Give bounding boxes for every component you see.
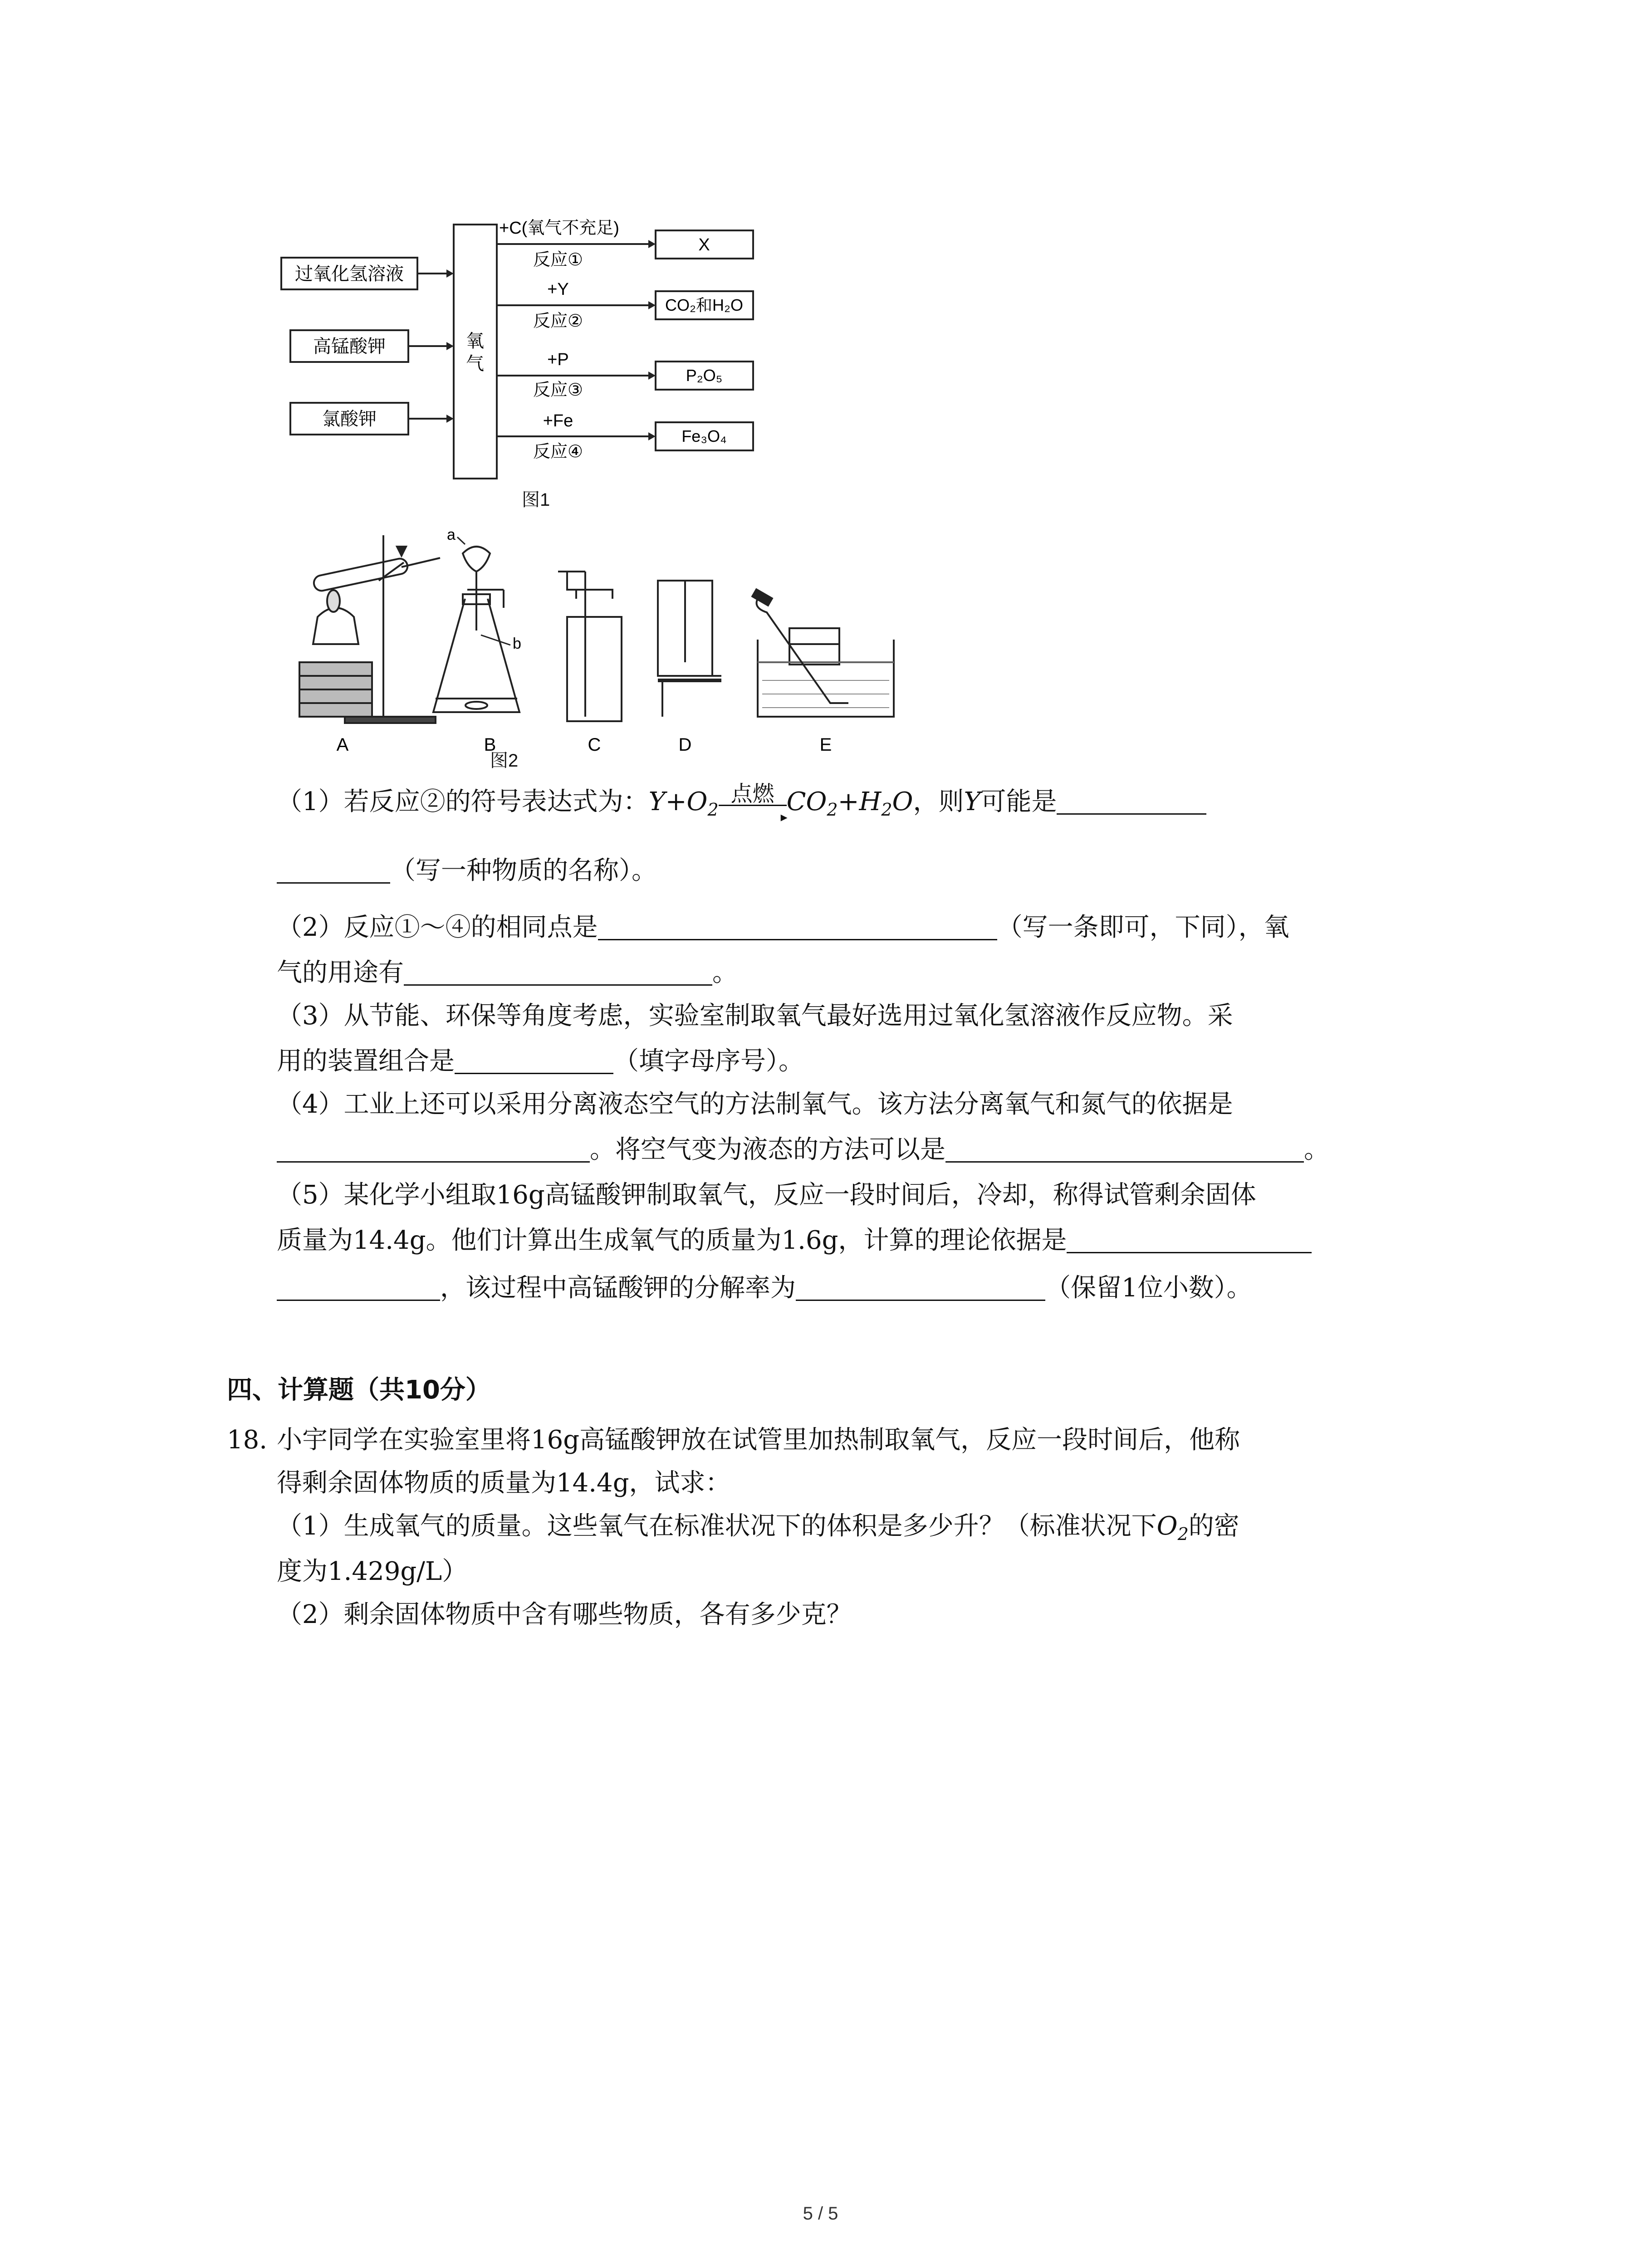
- label-c: C: [588, 735, 601, 755]
- figure-1-diagram: [272, 213, 808, 503]
- answer-blank[interactable]: [598, 912, 997, 940]
- apparatus-b: [433, 547, 519, 712]
- product-label-3: P₂O₅: [686, 366, 723, 385]
- reactant-label-2: 高锰酸钾: [313, 337, 386, 357]
- arrow-label: 点燃: [730, 781, 774, 807]
- answer-blank[interactable]: [945, 1134, 1304, 1163]
- apparatus-a: [299, 535, 440, 723]
- reaction-2-top: +Y: [547, 280, 569, 299]
- reaction-4-bottom: 反应④: [533, 442, 583, 461]
- answer-blank[interactable]: [455, 1046, 613, 1074]
- q5-line-3: ，该过程中高锰酸钾的分解率为 （保留1位小数）。: [277, 1270, 1252, 1306]
- product-label-1: X: [698, 235, 710, 254]
- part-a-label: a: [447, 526, 456, 543]
- answer-blank[interactable]: [277, 1134, 590, 1163]
- answer-blank[interactable]: [1067, 1225, 1312, 1253]
- q4-line-2: 。将空气变为液态的方法可以是 。: [277, 1132, 1329, 1168]
- apparatus-e: [752, 589, 894, 717]
- section-4-heading: 四、计算题（共10分）: [227, 1375, 491, 1405]
- q5-line-2: 质量为14.4g。他们计算出生成氧气的质量为1.6g，计算的理论依据是: [277, 1222, 1312, 1259]
- apparatus-c: [558, 572, 622, 721]
- oxygen-label-2: 气: [466, 354, 484, 374]
- part-b-label: b: [513, 635, 521, 652]
- answer-blank[interactable]: [277, 855, 390, 884]
- oxygen-box: [454, 225, 497, 479]
- reactant-label-3: 氯酸钾: [322, 409, 377, 429]
- reaction-4-top: +Fe: [543, 411, 573, 430]
- q18-line-2: 得剩余固体物质的质量为14.4g，试求：: [277, 1468, 731, 1498]
- q1-line-2: （写一种物质的名称）。: [277, 853, 657, 889]
- q3-line-2: 用的装置组合是 （填字母序号）。: [277, 1046, 804, 1076]
- product-label-2: CO₂和H₂O: [665, 296, 743, 314]
- answer-blank[interactable]: [277, 1272, 440, 1301]
- reaction-3-top: +P: [547, 350, 569, 369]
- q5-line-1: （5）某化学小组取16g高锰酸钾制取氧气，反应一段时间后，冷却，称得试管剩余固体: [277, 1180, 1256, 1210]
- q4-line-1: （4）工业上还可以采用分离液态空气的方法制氧气。该方法分离氧气和氮气的依据是: [277, 1090, 1233, 1119]
- answer-blank[interactable]: [796, 1272, 1045, 1301]
- q2-line-2: 气的用途有 。: [277, 958, 738, 987]
- answer-blank[interactable]: [1057, 786, 1206, 815]
- reaction-1-bottom: 反应①: [533, 250, 583, 269]
- figure-2-apparatus: [286, 526, 921, 762]
- figure-1-caption: 图1: [522, 490, 550, 510]
- q2-line-1: （2）反应①～④的相同点是 （写一条即可，下同），氧: [277, 913, 1289, 942]
- q18-line-1: 18. 小宇同学在实验室里将16g高锰酸钾放在试管里加热制取氧气，反应一段时间后，他称: [227, 1422, 1240, 1458]
- reaction-3-bottom: 反应③: [533, 381, 583, 400]
- label-b: B: [484, 735, 496, 755]
- page-number: 5 / 5: [803, 2204, 838, 2224]
- q18-part-1-line-1: （1）生成氧气的质量。这些氧气在标准状况下的体积是多少升？（标准状况下$O_2$的密: [277, 1511, 1239, 1545]
- label-d: D: [678, 735, 692, 755]
- arrow-with-label: 点燃 ▸: [719, 801, 787, 806]
- q18-part-1-line-2: 度为1.429g/L）: [277, 1557, 468, 1586]
- apparatus-d: [658, 581, 721, 717]
- reaction-2-bottom: 反应②: [533, 312, 583, 331]
- product-label-4: Fe₃O₄: [681, 427, 727, 445]
- q3-line-1: （3）从节能、环保等角度考虑，实验室制取氧气最好选用过氧化氢溶液作反应物。采: [277, 1001, 1233, 1031]
- q18-part-2: （2）剩余固体物质中含有哪些物质，各有多少克？: [277, 1600, 852, 1629]
- q1-line-1: （1）若反应②的符号表达式为：$Y+O_2$ 点燃 ▸ $CO_2+H_2O$，则Y可能是: [277, 784, 1206, 828]
- label-e: E: [819, 735, 832, 755]
- label-a: A: [336, 735, 349, 755]
- figure-2-caption: 图2: [490, 751, 519, 771]
- q18-number: 18.: [227, 1425, 268, 1455]
- answer-blank[interactable]: [404, 957, 712, 986]
- reactant-label-1: 过氧化氢溶液: [295, 264, 404, 284]
- oxygen-label-1: 氧: [466, 331, 484, 351]
- reaction-1-top: +C(氧气不充足): [499, 219, 619, 238]
